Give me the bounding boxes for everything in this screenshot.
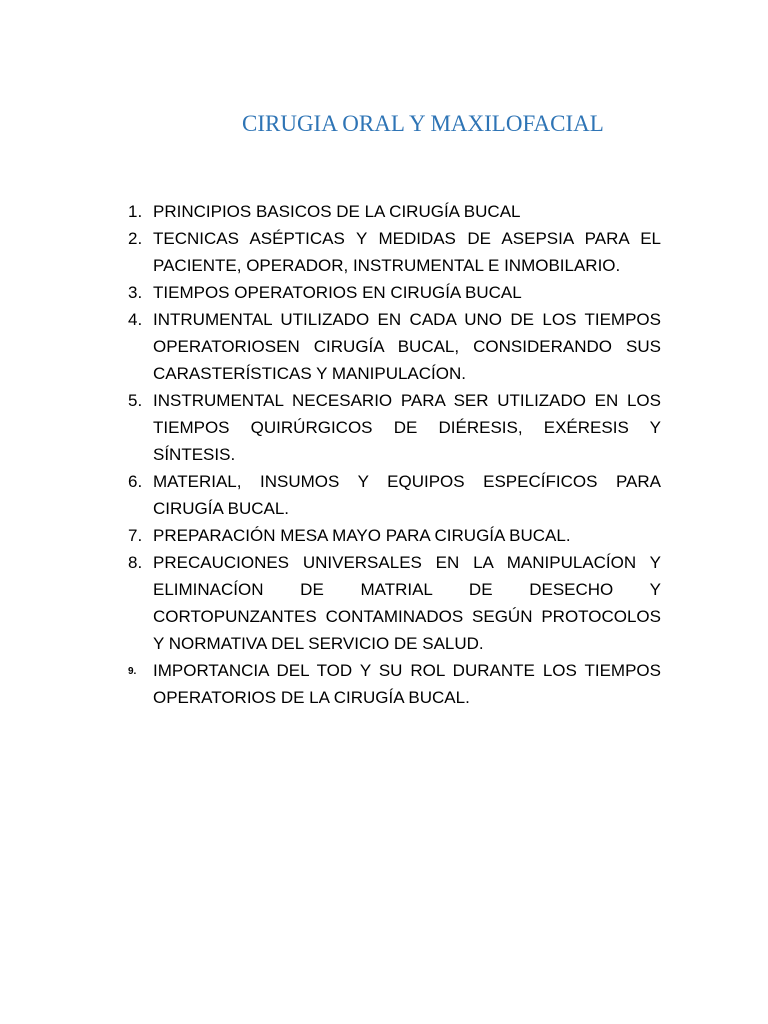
topic-number: 5. <box>128 391 143 410</box>
topic-number: 8. <box>128 553 143 572</box>
topic-item-3 <box>0 279 768 306</box>
topic-number: 9. <box>128 666 137 677</box>
topic-number: 1. <box>128 202 143 221</box>
topic-number: 6. <box>128 472 143 491</box>
topic-text: IMPORTANCIA DEL TOD Y SU ROL DURANTE LOS TIEMPOS OPERATORIOS DE LA CIRUGÍA BUCAL. <box>153 661 661 707</box>
topic-text: INTRUMENTAL UTILIZADO EN CADA UNO DE LOS TIEMPOS OPERATORIOSEN CIRUGÍA BUCAL, CONSIDERANDO SUS CARASTERÍSTICAS Y MANIPULACÍON. <box>153 310 661 383</box>
topic-item-4 <box>0 306 768 387</box>
topic-item-7 <box>0 522 768 549</box>
topic-text: MATERIAL, INSUMOS Y EQUIPOS ESPECÍFICOS PARA CIRUGÍA BUCAL. <box>153 472 661 518</box>
document-title: CIRUGIA ORAL Y MAXILOFACIAL <box>242 111 604 136</box>
topic-number: 7. <box>128 526 143 545</box>
topic-text: PRINCIPIOS BASICOS DE LA CIRUGÍA BUCAL <box>153 202 521 221</box>
topic-number: 4. <box>128 310 143 329</box>
topic-item-9 <box>0 657 768 711</box>
topic-item-8 <box>0 549 768 657</box>
topic-text: PRECAUCIONES UNIVERSALES EN LA MANIPULACÍON Y ELIMINACÍON DE MATRIAL DE DESECHO Y CORTOPUNZANTES CONTAMINADOS SEGÚN PROTOCOLOS Y NORMATIVA DEL SERVICIO DE SALUD. <box>153 553 661 653</box>
topic-number: 2. <box>128 229 143 248</box>
topic-item-6 <box>0 468 768 522</box>
topic-item-5 <box>0 387 768 468</box>
topic-text: PREPARACIÓN MESA MAYO PARA CIRUGÍA BUCAL. <box>153 526 571 545</box>
topic-item-2 <box>0 225 768 279</box>
topic-number: 3. <box>128 283 143 302</box>
topic-text: INSTRUMENTAL NECESARIO PARA SER UTILIZADO EN LOS TIEMPOS QUIRÚRGICOS DE DIÉRESIS, EXÉRESIS Y SÍNTESIS. <box>153 391 661 464</box>
topic-text: TIEMPOS OPERATORIOS EN CIRUGÍA BUCAL <box>153 283 522 302</box>
topic-text: TECNICAS ASÉPTICAS Y MEDIDAS DE ASEPSIA PARA EL PACIENTE, OPERADOR, INSTRUMENTAL E INMOBILARIO. <box>153 229 661 275</box>
topic-item-1 <box>0 198 768 225</box>
topic-list <box>0 198 768 711</box>
